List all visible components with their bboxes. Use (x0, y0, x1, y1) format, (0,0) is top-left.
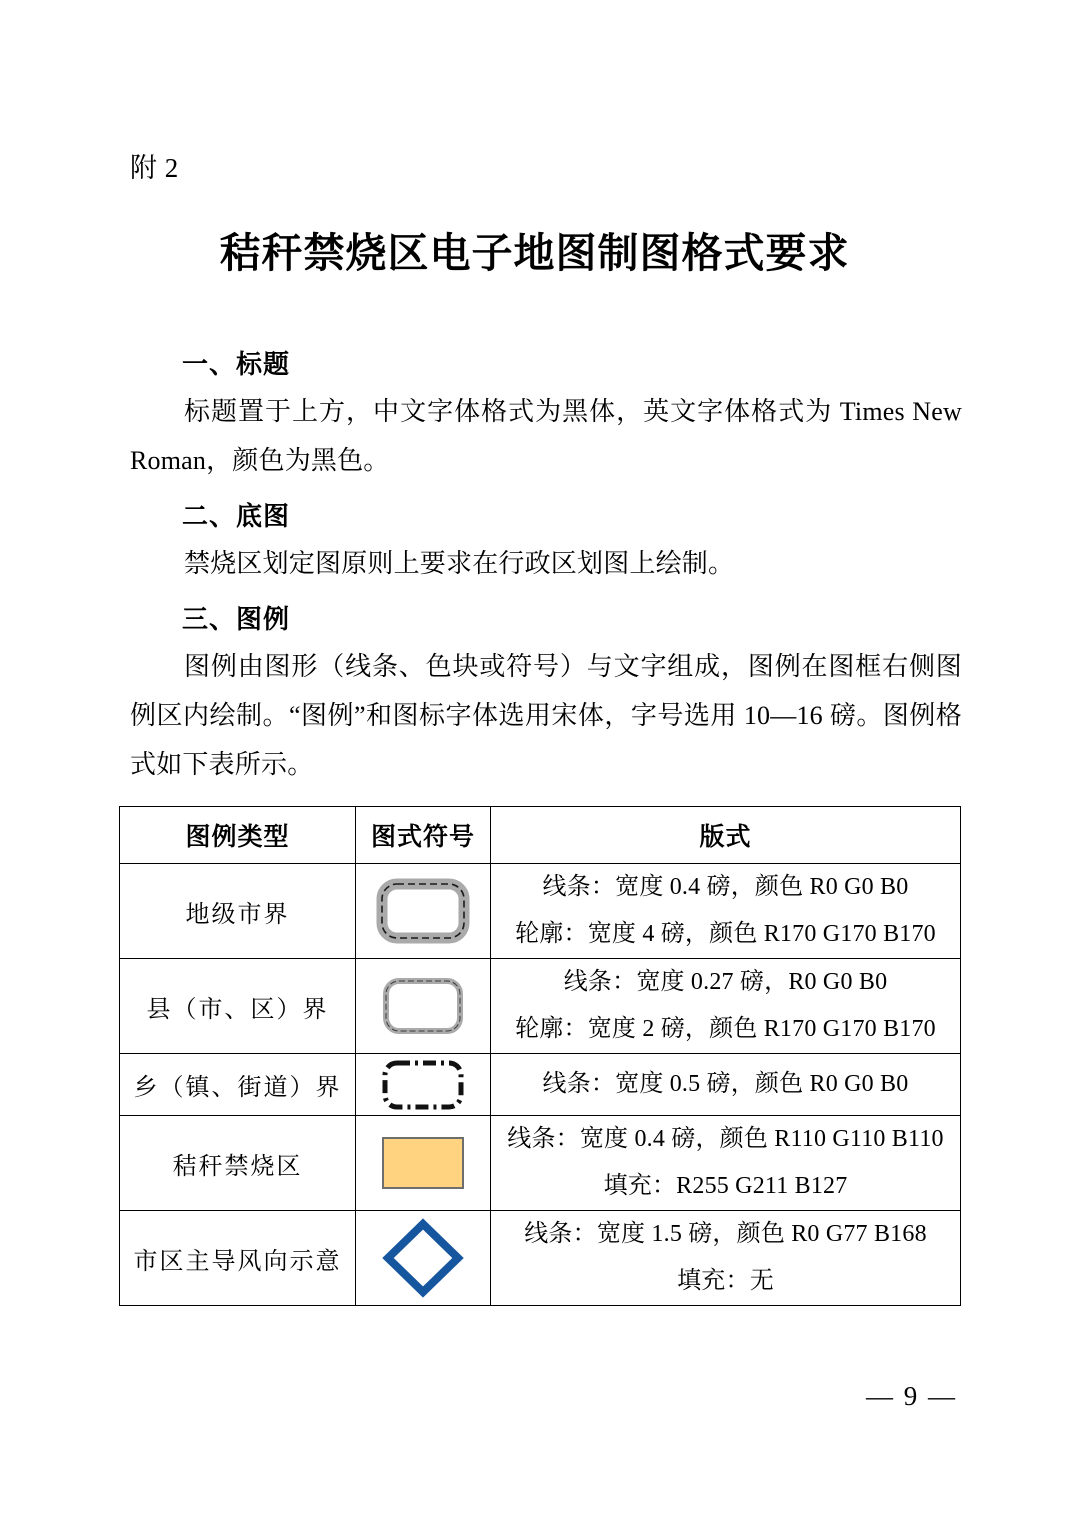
format-line: 轮廓：宽度 4 磅，颜色 R170 G170 B170 (515, 921, 936, 947)
symbol-cell (356, 864, 491, 959)
format-line: 轮廓：宽度 2 磅，颜色 R170 G170 B170 (515, 1016, 936, 1042)
format-description (491, 1054, 961, 1116)
section-paragraph-3: 图例由图形（线条、色块或符号）与文字组成，图例在图框右侧图例区内绘制。“图例”和图标字体选用宋体，字号选用 10—16 磅。图例格式如下表所示。 (130, 652, 962, 779)
section-paragraph-2: 禁烧区划定图原则上要求在行政区划图上绘制。 (184, 549, 735, 578)
rounded-rect-gray-thin-outline-icon (377, 973, 469, 1039)
rounded-rect-dash-dot-black-icon (377, 1056, 469, 1114)
format-line: 线条：宽度 0.4 磅，颜色 R110 G110 B110 (507, 1126, 944, 1152)
table-row (120, 959, 961, 1054)
format-line: 填充：R255 G211 B127 (603, 1173, 848, 1199)
symbol-cell (356, 1211, 491, 1306)
symbol-cell (356, 1054, 491, 1116)
page-number-footer: — 9 — (866, 1381, 957, 1411)
table-row (120, 1116, 961, 1211)
table-row (120, 1054, 961, 1116)
legend-format-table (119, 806, 961, 1306)
page-title: 秸秆禁烧区电子地图制图格式要求 (219, 229, 850, 277)
section-heading-3: 三、图例 (182, 605, 291, 635)
legend-type-label: 地级市界 (120, 864, 356, 959)
legend-type-label: 乡（镇、街道）界 (120, 1054, 356, 1116)
table-header-row (120, 807, 961, 864)
table-row (120, 1211, 961, 1306)
format-line: 线条：宽度 0.5 磅，颜色 R0 G0 B0 (542, 1071, 909, 1097)
format-line: 线条：宽度 1.5 磅，颜色 R0 G77 B168 (524, 1221, 927, 1247)
filled-rect-orange-icon (378, 1132, 468, 1194)
symbol-cell (356, 1116, 491, 1211)
legend-type-label: 县（市、区）界 (120, 959, 356, 1054)
format-description (491, 1116, 961, 1211)
symbol-cell (356, 959, 491, 1054)
section-heading-1: 一、标题 (182, 350, 291, 380)
format-description (491, 864, 961, 959)
column-header-format: 版式 (491, 807, 961, 864)
section-paragraph-1: 标题置于上方，中文字体格式为黑体，英文字体格式为 Times New Roman，颜色为黑色。 (130, 397, 962, 475)
table-row (120, 864, 961, 959)
column-header-legend-type: 图例类型 (120, 807, 356, 864)
format-line: 线条：宽度 0.27 磅，R0 G0 B0 (563, 969, 888, 995)
format-description (491, 1211, 961, 1306)
diamond-blue-outline-icon (380, 1216, 466, 1300)
column-header-symbol: 图式符号 (356, 807, 491, 864)
format-line: 线条：宽度 0.4 磅，颜色 R0 G0 B0 (542, 874, 909, 900)
format-line: 填充：无 (677, 1268, 774, 1294)
legend-type-label: 市区主导风向示意 (120, 1211, 356, 1306)
rounded-rect-gray-band-dashed-inner-icon (375, 877, 471, 945)
format-description (491, 959, 961, 1054)
attachment-label: 附 2 (130, 153, 179, 183)
body-content (130, 346, 962, 791)
section-heading-2: 二、底图 (182, 502, 291, 532)
legend-type-label: 秸秆禁烧区 (120, 1116, 356, 1211)
